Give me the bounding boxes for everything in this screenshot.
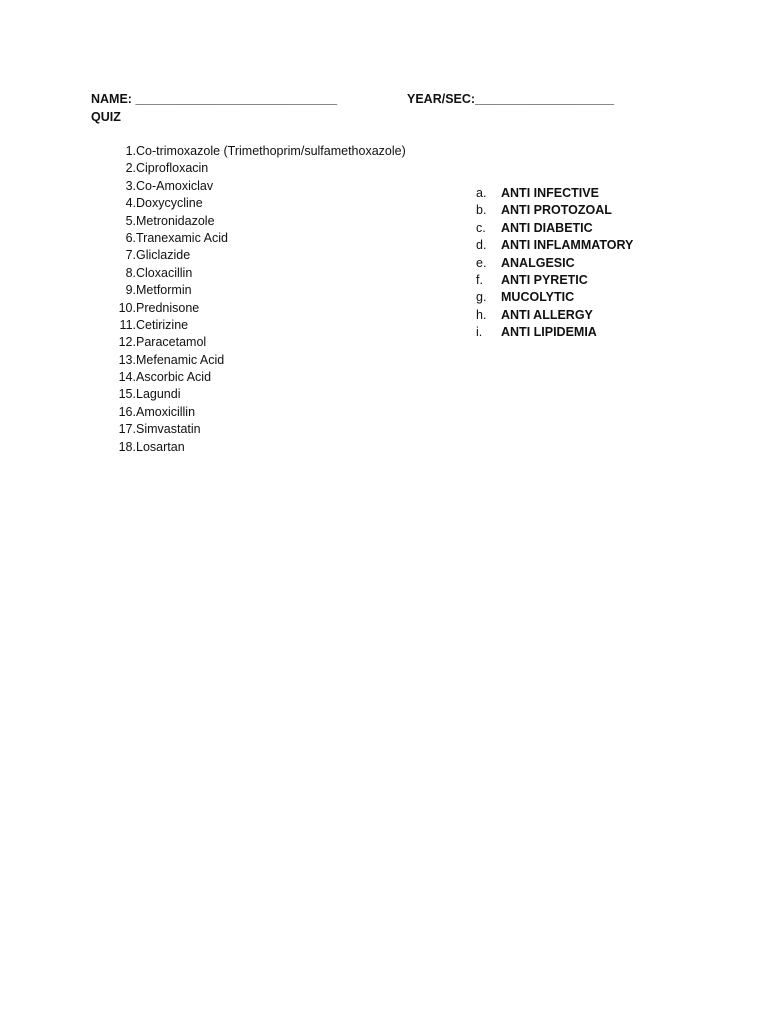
- drug-item: [108, 440, 448, 457]
- class-letter: a.: [476, 186, 487, 200]
- drug-name: Co-Amoxiclav: [136, 178, 214, 193]
- drug-name: Paracetamol: [136, 335, 207, 350]
- drug-name: Losartan: [136, 439, 185, 454]
- drug-name: Ascorbic Acid: [136, 370, 212, 385]
- drug-name: Doxycycline: [136, 196, 203, 211]
- class-item: [476, 238, 676, 255]
- drug-name: Gliclazide: [136, 248, 191, 263]
- drug-item: [108, 231, 448, 248]
- drug-number: 13.: [118, 352, 136, 367]
- drug-name: Ciprofloxacin: [136, 161, 209, 176]
- drug-number: 7.: [125, 248, 136, 263]
- drug-item: [108, 196, 448, 213]
- class-name: ANTI INFLAMMATORY: [501, 238, 634, 253]
- class-item: [476, 256, 676, 273]
- class-name: ANTI INFECTIVE: [501, 186, 599, 200]
- class-item: [476, 308, 676, 325]
- drug-number: 8.: [125, 265, 136, 280]
- class-letter: f.: [476, 272, 483, 287]
- drug-name: Amoxicillin: [136, 404, 196, 419]
- drug-number: 2.: [125, 161, 136, 176]
- drug-number: 12.: [118, 335, 136, 350]
- drug-name: Lagundi: [136, 387, 181, 402]
- class-name: ANTI PYRETIC: [501, 272, 588, 287]
- drug-number: 5.: [125, 213, 136, 228]
- class-letter: i.: [476, 325, 483, 340]
- drug-number: 9.: [125, 283, 136, 298]
- class-name: ANTI DIABETIC: [501, 220, 593, 235]
- drug-item: [108, 318, 448, 335]
- name-field[interactable]: NAME: _____________________________: [91, 92, 338, 106]
- drug-item: [108, 422, 448, 439]
- drug-number: 17.: [118, 422, 136, 437]
- drug-name: Simvastatin: [136, 422, 201, 437]
- class-name: ANTI PROTOZOAL: [501, 203, 612, 218]
- drug-name: Prednisone: [136, 300, 200, 315]
- drug-name: Metformin: [136, 283, 192, 298]
- class-name: ANTI ALLERGY: [501, 307, 593, 322]
- drug-number: 1.: [125, 144, 136, 158]
- class-name: MUCOLYTIC: [501, 290, 575, 305]
- quiz-title: QUIZ: [91, 110, 121, 124]
- drug-number: 15.: [118, 387, 136, 402]
- drug-item: [108, 161, 448, 178]
- drug-number: 3.: [125, 178, 136, 193]
- class-item: [476, 325, 676, 342]
- drug-number: 14.: [118, 370, 136, 385]
- drug-number: 6.: [125, 230, 136, 245]
- header-row: [91, 92, 691, 110]
- drug-item: [108, 179, 448, 196]
- year-section-field[interactable]: YEAR/SEC:____________________: [407, 92, 615, 106]
- drug-item: [108, 370, 448, 387]
- drug-number: 18.: [118, 439, 136, 454]
- drug-name: Co-trimoxazole (Trimethoprim/sulfamethoxazole): [136, 144, 406, 158]
- drug-item: [108, 387, 448, 404]
- drug-item: [108, 405, 448, 422]
- drug-number: 4.: [125, 196, 136, 211]
- class-item: [476, 186, 676, 203]
- class-letter: h.: [476, 307, 487, 322]
- drug-item: [108, 248, 448, 265]
- class-letter: b.: [476, 203, 487, 218]
- class-letter: e.: [476, 255, 487, 270]
- drug-list: [108, 144, 448, 457]
- drug-item: [108, 283, 448, 300]
- drug-class-list: [476, 186, 676, 343]
- drug-item: [108, 266, 448, 283]
- drug-name: Tranexamic Acid: [136, 230, 228, 245]
- drug-item: [108, 335, 448, 352]
- drug-number: 16.: [118, 404, 136, 419]
- class-name: ANALGESIC: [501, 255, 575, 270]
- class-item: [476, 290, 676, 307]
- class-item: [476, 203, 676, 220]
- class-letter: d.: [476, 238, 487, 253]
- drug-name: Mefenamic Acid: [136, 352, 225, 367]
- class-item: [476, 221, 676, 238]
- class-letter: c.: [476, 220, 486, 235]
- class-name: ANTI LIPIDEMIA: [501, 325, 597, 340]
- drug-name: Metronidazole: [136, 213, 215, 228]
- drug-name: Cetirizine: [136, 317, 189, 332]
- drug-item: [108, 301, 448, 318]
- drug-name: Cloxacillin: [136, 265, 193, 280]
- drug-number: 11.: [119, 317, 136, 332]
- drug-item: [108, 144, 448, 161]
- drug-number: 10.: [118, 300, 136, 315]
- class-letter: g.: [476, 290, 487, 305]
- class-item: [476, 273, 676, 290]
- drug-item: [108, 214, 448, 231]
- drug-item: [108, 353, 448, 370]
